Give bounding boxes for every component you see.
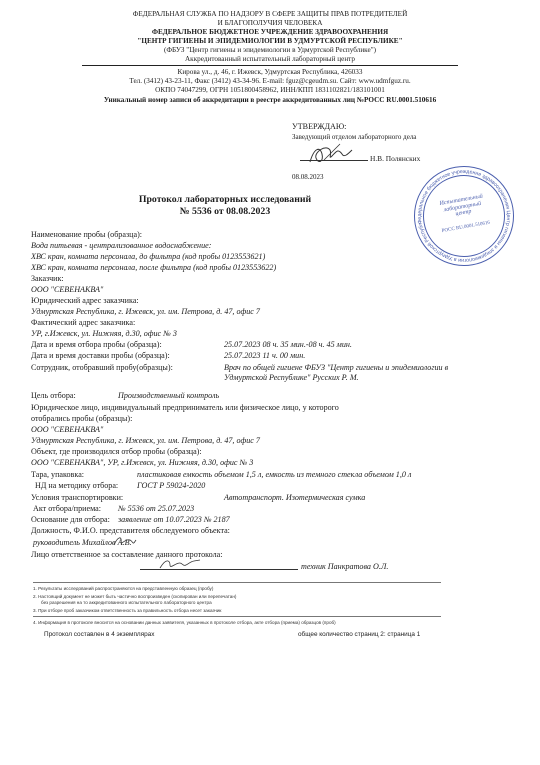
header-address: Кирова ул., д. 46, г. Ижевск, Удмуртская Республика, 426033 [177, 68, 363, 76]
sampler-value: Удмуртской Республике" Русских Р. М. [224, 373, 359, 382]
protocol-number: № 5536 от 08.08.2023 [179, 206, 271, 217]
note: 3. При отборе проб заказчиком ответственность за правильность отбора несет заказчик [33, 608, 222, 613]
note: без разрешения на то аккредитованного испытательного лабораторного центра [41, 600, 212, 605]
basis-label: Основание для отбора: [31, 515, 110, 524]
transport-value: Автотранспорт. Изотермическая сумка [224, 493, 366, 502]
customer-value: ООО "СЕВЕНАКВА" [31, 285, 104, 294]
delivery-time-label: Дата и время доставки пробы (образца): [31, 351, 170, 360]
sampling-time-value: 25.07.2023 08 ч. 35 мин.-08 ч. 45 мин. [224, 340, 352, 349]
object-label: Объект, где производился отбор пробы (образца): [31, 447, 202, 456]
approval-title: УТВЕРЖДАЮ: [292, 122, 347, 131]
header-center-name: "ЦЕНТР ГИГИЕНЫ И ЭПИДЕМИОЛОГИИ В УДМУРТСКОЙ РЕСПУБЛИКЕ" [137, 36, 403, 45]
legal-address-value: Удмуртская Республика, г. Ижевск, ул. им. Петрова, д. 47, офис 7 [31, 307, 260, 316]
header-lab-center: Аккредитованный испытательный лабораторный центр [184, 54, 355, 63]
header-agency-cont: И БЛАГОПОЛУЧИЯ ЧЕЛОВЕКА [217, 18, 323, 27]
sample-name-label: Наименование пробы (образца): [31, 230, 143, 239]
copies-note: Протокол составлен в 4 экземплярах [44, 631, 155, 638]
approval-position: Заведующий отделом лабораторного дела [292, 133, 417, 141]
header-contacts: Тел. (3412) 43-23-11, Факс (3412) 43-34-96. E-mail: fguz@cgeudm.su. Сайт: www.udmfguz.ru. [129, 77, 411, 85]
act-value: № 5536 от 25.07.2023 [118, 504, 195, 513]
legal-entity-value: Удмуртская Республика, г. Ижевск, ул. им. Петрова, д. 47, офис 7 [31, 436, 260, 445]
approval-name: Н.В. Полянских [370, 154, 421, 163]
notes-divider [33, 582, 441, 583]
legal-entity-label: отобрались пробы (образцы): [31, 414, 133, 423]
sampler-value: Врач по общей гигиене ФБУЗ "Центр гигиены и эпидемиологии в [224, 363, 449, 372]
note: 2. Настоящий документ не может быть частично воспроизведен (скопирован или перепечатан) [33, 594, 237, 599]
purpose-label: Цель отбора: [31, 391, 76, 400]
header-agency: ФЕДЕРАЛЬНАЯ СЛУЖБА ПО НАДЗОРУ В СФЕРЕ ЗАЩИТЫ ПРАВ ПОТРЕДИТЕЛЕЙ [132, 10, 408, 18]
responsible-signature-icon [158, 556, 202, 572]
header-short-name: (ФБУЗ "Центр гигиены и эпидемиологии в Удмуртской Республике") [163, 45, 377, 54]
note: 1. Результаты исследований распространяются на представленную образец (пробу) [33, 586, 214, 591]
responsible-label: Лицо ответственное за составление данного протокола: [31, 550, 223, 559]
sampling-time-label: Дата и время отбора пробы (образца): [31, 340, 162, 349]
legal-entity-value: ООО "СЕВЕНАКВА" [31, 425, 104, 434]
page-count: общее количество страниц 2: страница 1 [298, 631, 421, 638]
signature-icon [304, 140, 364, 168]
note: 4. Информация в протоколе вносится на основании данных заявителя, указанных в протоколе отбора, акте отбора (приема) образцов (проб) [33, 620, 336, 625]
customer-label: Заказчик: [31, 274, 64, 283]
stamp-reg: РОСС RU.0001.510616 [441, 220, 491, 235]
representative-value: руководитель Михайлов А.В. [33, 538, 132, 547]
header-divider [82, 65, 458, 66]
stamp-center-text: Испытательный лабораторный центр [439, 193, 484, 218]
legal-entity-label: Юридическое лицо, индивидуальный предприниматель или физическое лицо, у которого [31, 403, 339, 412]
actual-address-value: УР, г.Ижевск, ул. Нижняя, д.30, офис № 3 [31, 329, 177, 338]
header-accreditation: Уникальный номер записи об аккредитации в реестре аккредитованных лиц №РОСС RU.0001.510616 [103, 96, 437, 104]
sample-name-value: ХВС кран, комната персонала, после фильтра (код пробы 0123553622) [31, 263, 277, 272]
header-institution: ФЕДЕРАЛЬНОЕ БЮДЖЕТНОЕ УЧРЕЖДЕНИЕ ЗДРАВООХРАНЕНИЯ [151, 27, 389, 36]
method-value: ГОСТ Р 59024-2020 [137, 481, 206, 490]
object-value: ООО "СЕВЕНАКВА", УР, г.Ижевск, ул. Нижняя, д.30, офис № 3 [31, 458, 254, 467]
protocol-title: Протокол лабораторных исследований [138, 194, 312, 205]
basis-value: заявление от 10.07.2023 № 2187 [118, 515, 230, 524]
representative-signature-icon [112, 534, 138, 548]
transport-label: Условия транспортировки: [31, 493, 124, 502]
notes-divider [33, 616, 441, 617]
responsible-value: техник Панкратова О.Л. [301, 562, 389, 571]
container-label: Тара, упаковка: [31, 470, 85, 479]
legal-address-label: Юридический адрес заказчика: [31, 296, 139, 305]
method-label: НД на методику отбора: [35, 481, 119, 490]
act-label: Акт отбора/приема: [33, 504, 101, 513]
approval-date: 08.08.2023 [292, 173, 324, 181]
sample-name-value: Вода питьевая - централизованное водоснабжение: [31, 241, 212, 250]
delivery-time-value: 25.07.2023 11 ч. 00 мин. [224, 351, 306, 360]
sample-name-value: ХВС кран, комната персонала, до фильтра (код пробы 0123553621) [31, 252, 266, 261]
purpose-value: Производственный контроль [118, 391, 220, 400]
representative-label: Должность, Ф.И.О. представителя обследуемого объекта: [31, 526, 230, 535]
sampler-label: Сотрудник, отобравший пробу(образцы): [31, 363, 173, 372]
svg-text:Федеральное бюджетное учрежден: Федеральное бюджетное учреждение здравоохранения Центр гигиены и эпидемиологии в Удмуртской Республике [416, 168, 512, 264]
header-registration-codes: ОКПО 74047299, ОГРН 1051800458962, ИНН/КПП 1831102821/183101001 [155, 86, 385, 94]
container-value: пластиковая емкость объемом 1,5 л, емкость из темного стекла объемом 1,0 л [137, 470, 412, 479]
actual-address-label: Фактический адрес заказчика: [31, 318, 136, 327]
